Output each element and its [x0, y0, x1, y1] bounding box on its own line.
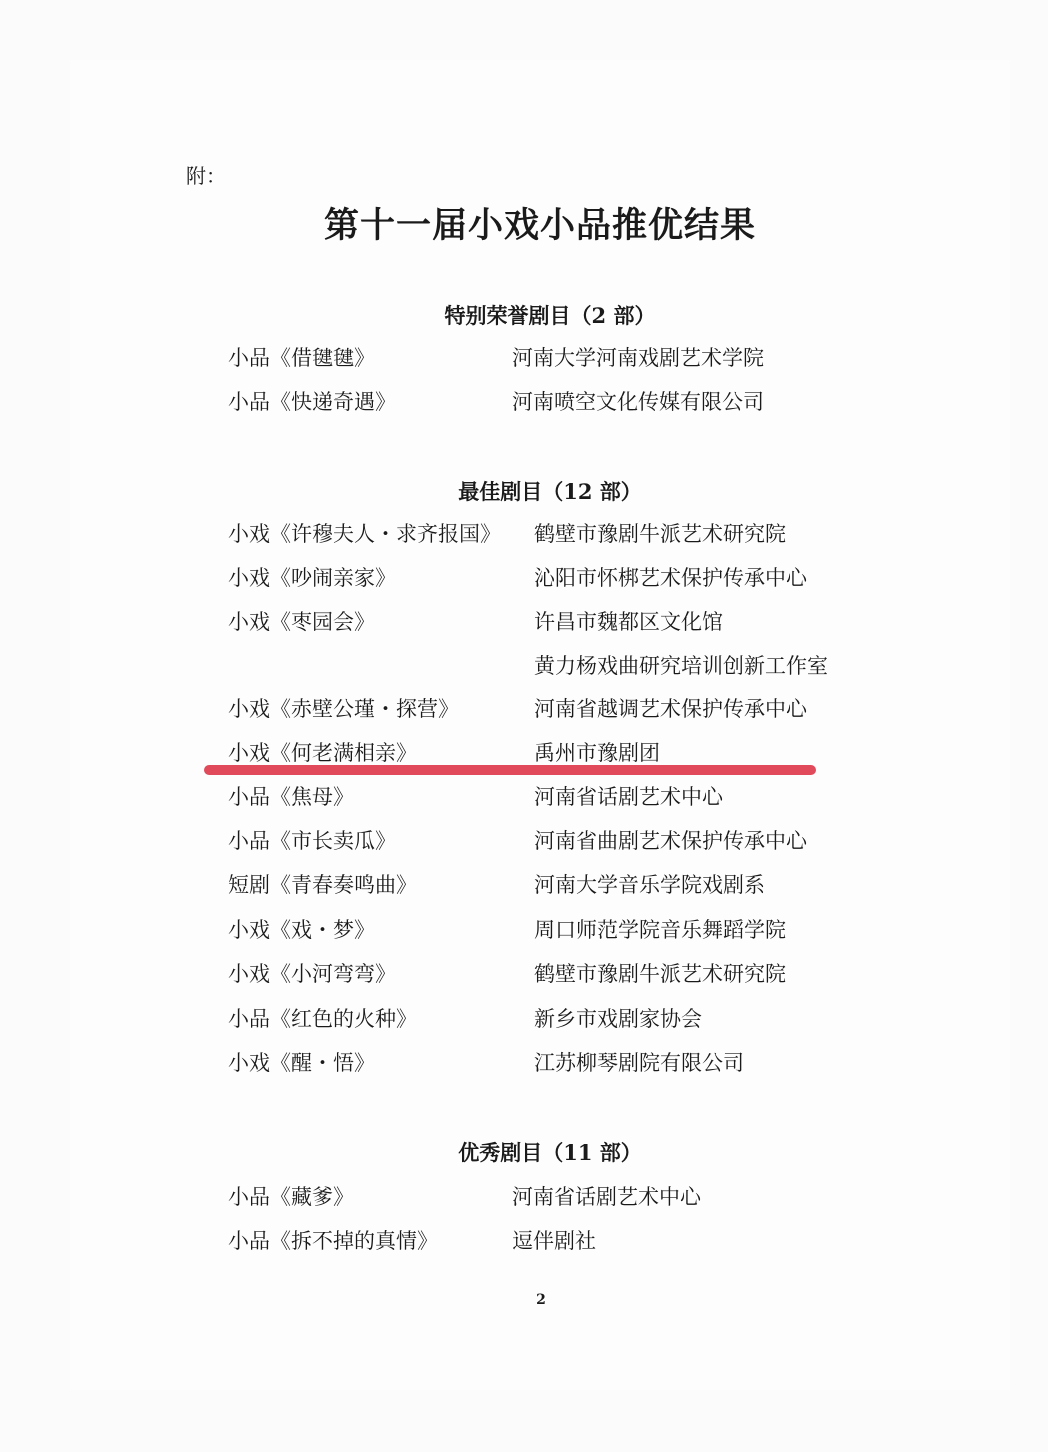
page-number: 2: [536, 1292, 546, 1308]
entry-row: [0, 1225, 1048, 1257]
entry-row: [0, 958, 1048, 990]
entry-row: [0, 914, 1048, 946]
work-title: 小品《快递奇遇》: [228, 390, 396, 414]
work-title: 小戏《赤壁公瑾・探营》: [228, 697, 459, 721]
work-title: 小品《市长卖瓜》: [228, 829, 396, 853]
entry-row: [0, 825, 1048, 857]
work-title: 小戏《许穆夫人・求齐报国》: [228, 522, 501, 546]
section-heading-best: 最佳剧目（12 部）: [458, 479, 642, 504]
entry-row: [0, 518, 1048, 550]
work-title: 小品《借毽毽》: [228, 346, 375, 370]
entry-row: [0, 869, 1048, 901]
entry-row: [0, 562, 1048, 594]
organization: 河南省曲剧艺术保护传承中心: [534, 829, 807, 853]
entry-row: [0, 386, 1048, 418]
section-heading-special-honor: 特别荣誉剧目（2 部）: [444, 303, 656, 328]
work-title: 小戏《戏・梦》: [228, 918, 375, 942]
entry-row: [0, 342, 1048, 374]
entry-row: [0, 650, 1048, 682]
work-title: 小品《焦母》: [228, 785, 354, 809]
organization: 鹤壁市豫剧牛派艺术研究院: [534, 522, 786, 546]
work-title: 小戏《枣园会》: [228, 610, 375, 634]
organization: 许昌市魏都区文化馆: [534, 610, 723, 634]
work-title: 小品《藏爹》: [228, 1185, 354, 1209]
organization: 河南大学河南戏剧艺术学院: [512, 346, 764, 370]
entry-row: [0, 693, 1048, 725]
document-title: 第十一届小戏小品推优结果: [323, 205, 756, 246]
organization: 逗伴剧社: [512, 1229, 596, 1253]
entry-row: [0, 1003, 1048, 1035]
organization: 河南大学音乐学院戏剧系: [534, 873, 765, 897]
entry-row: [0, 1181, 1048, 1213]
work-title: 小戏《醒・悟》: [228, 1051, 375, 1075]
organization: 河南省话剧艺术中心: [534, 785, 723, 809]
section-heading-excellent: 优秀剧目（11 部）: [458, 1140, 642, 1165]
work-title: 小戏《小河弯弯》: [228, 962, 396, 986]
organization: 沁阳市怀梆艺术保护传承中心: [534, 566, 807, 590]
organization: 河南省话剧艺术中心: [512, 1185, 701, 1209]
organization: 禹州市豫剧团: [534, 741, 660, 765]
organization: 河南喷空文化传媒有限公司: [512, 390, 764, 414]
work-title: 小戏《吵闹亲家》: [228, 566, 396, 590]
work-title: 短剧《青春奏鸣曲》: [228, 873, 417, 897]
red-highlight-underline: [204, 765, 816, 775]
entry-row: [0, 781, 1048, 813]
attachment-label: 附：: [186, 164, 226, 188]
work-title: 小戏《何老满相亲》: [228, 741, 417, 765]
organization: 江苏柳琴剧院有限公司: [534, 1051, 744, 1075]
work-title: 小品《红色的火种》: [228, 1007, 417, 1031]
organization: 新乡市戏剧家协会: [534, 1007, 702, 1031]
organization: 鹤壁市豫剧牛派艺术研究院: [534, 962, 786, 986]
entry-row: [0, 606, 1048, 638]
entry-row: [0, 1047, 1048, 1079]
organization: 黄力杨戏曲研究培训创新工作室: [534, 654, 828, 678]
organization: 周口师范学院音乐舞蹈学院: [534, 918, 786, 942]
organization: 河南省越调艺术保护传承中心: [534, 697, 807, 721]
work-title: 小品《拆不掉的真情》: [228, 1229, 438, 1253]
